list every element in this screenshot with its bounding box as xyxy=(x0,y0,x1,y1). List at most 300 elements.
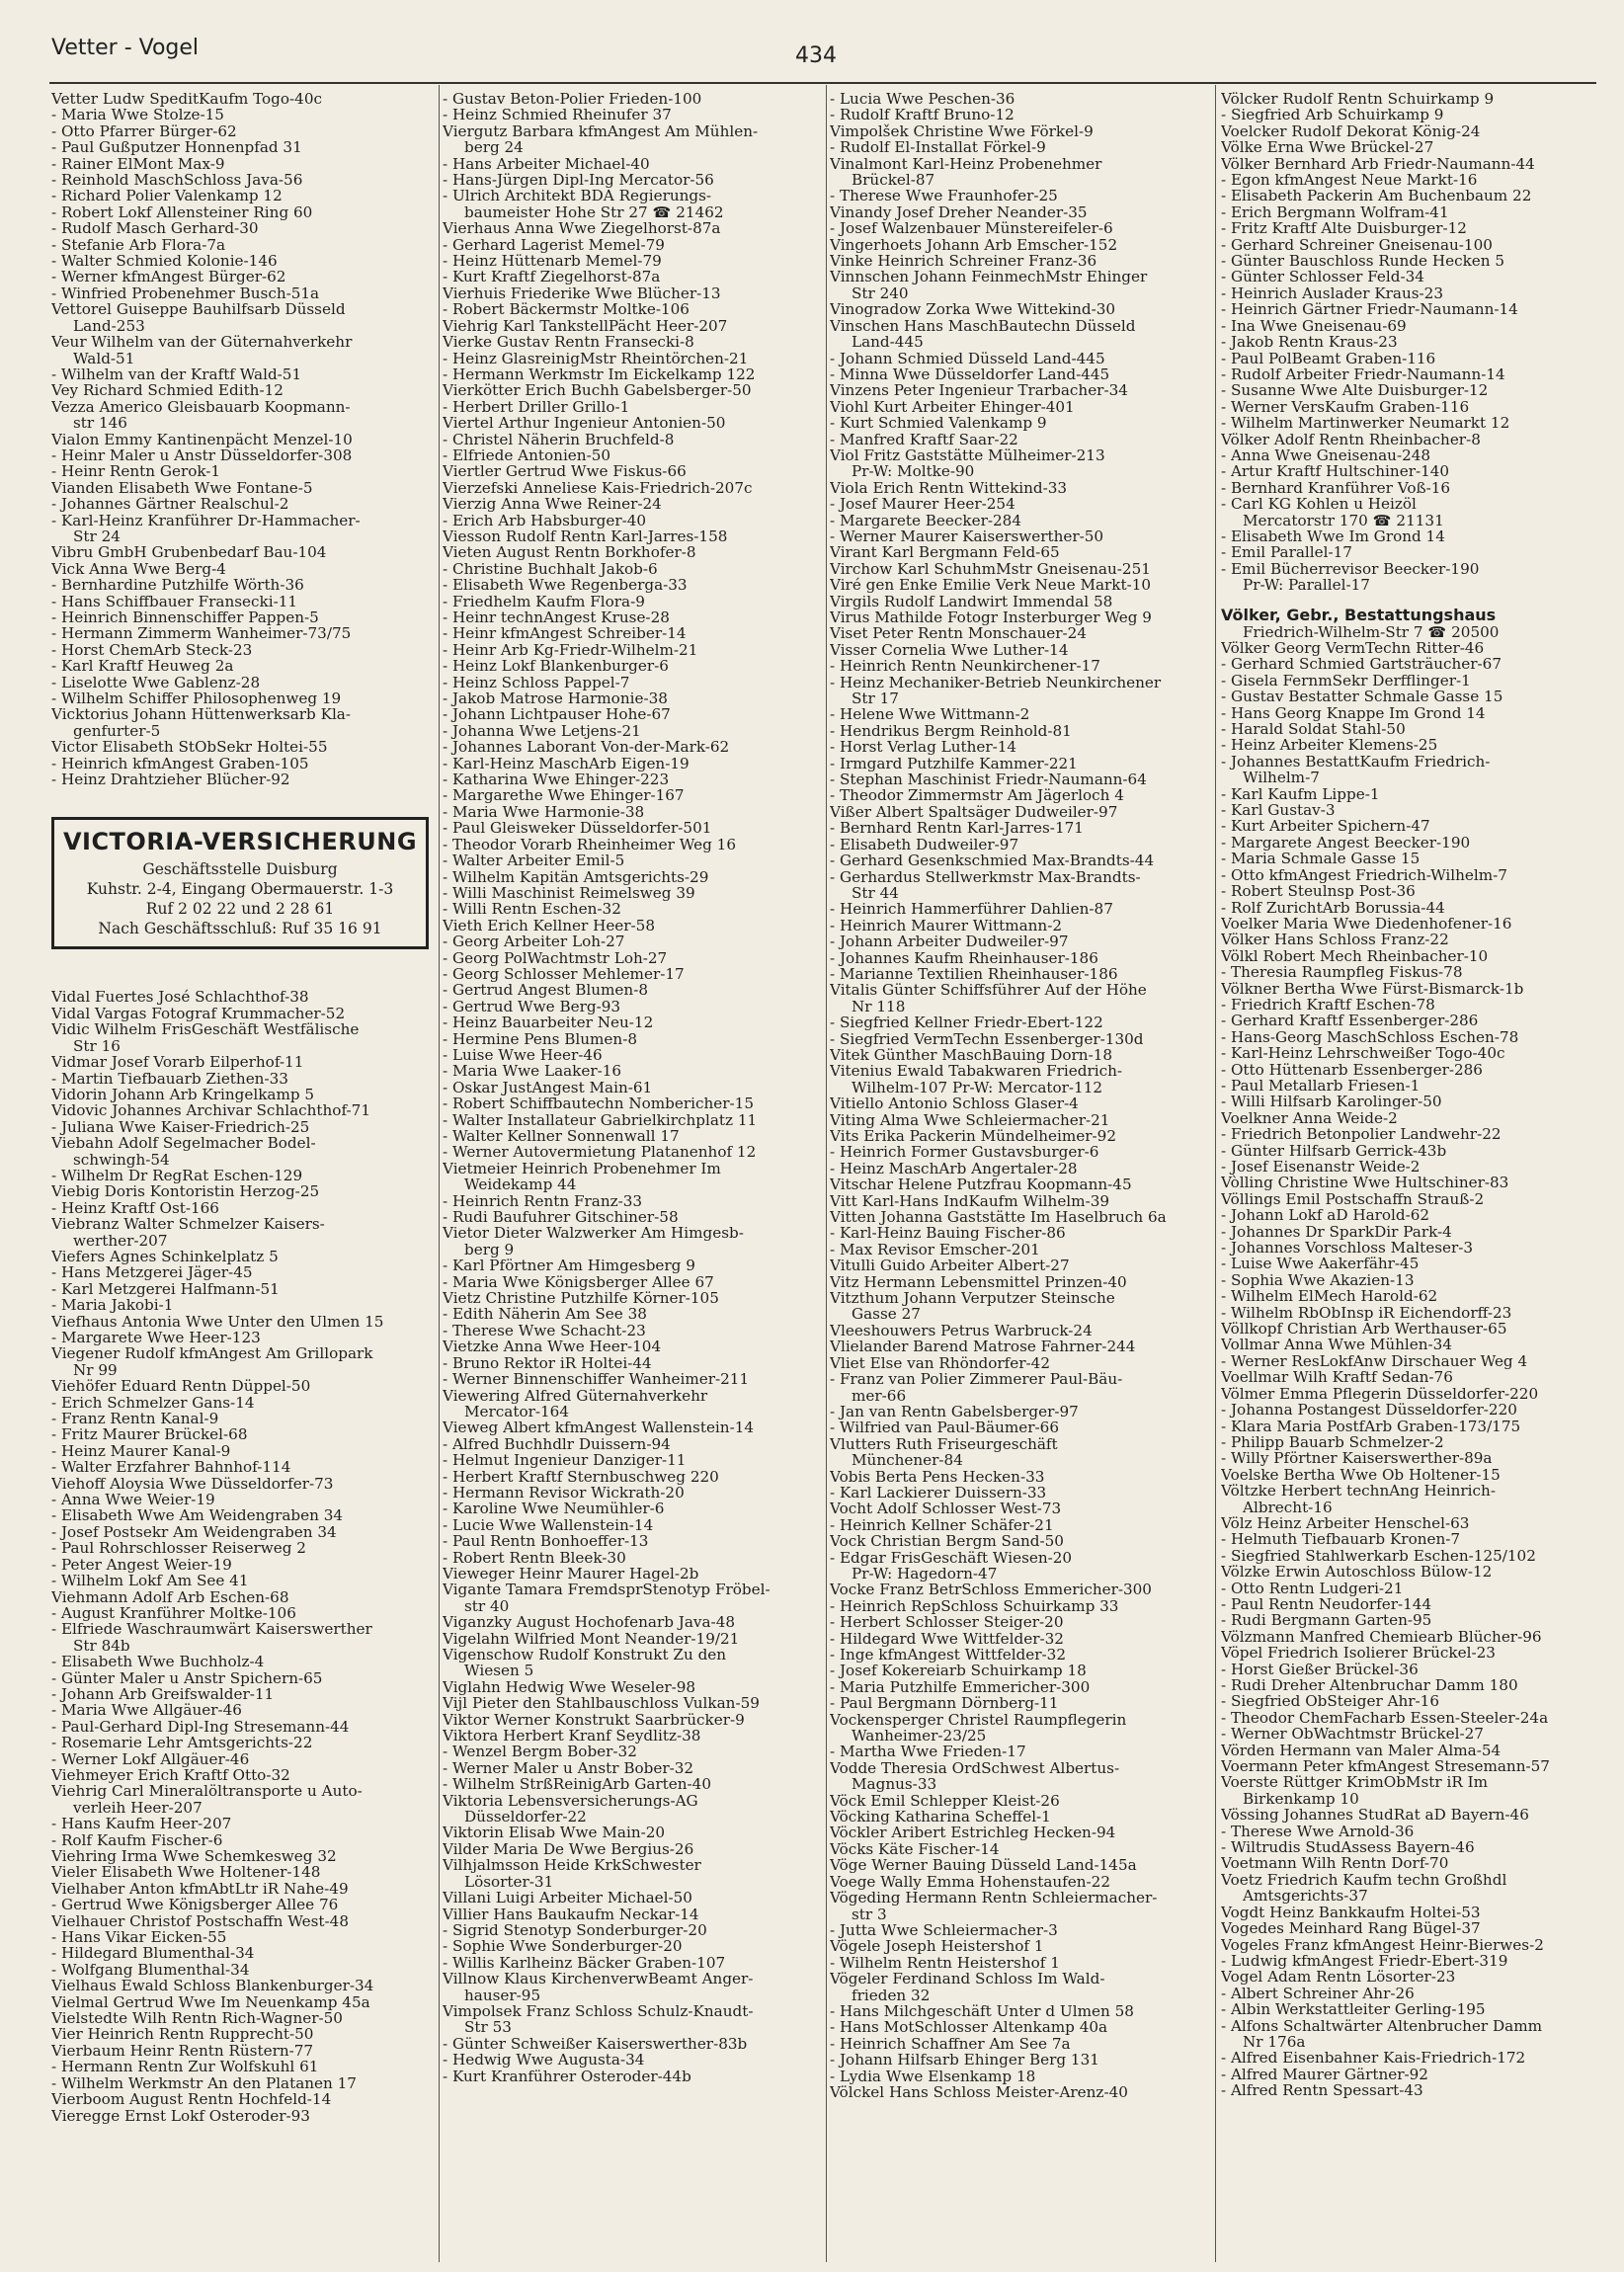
directory-entry: - Hans Georg Knappe Im Grond 14 xyxy=(1221,704,1486,722)
directory-entry: - Juliana Wwe Kaiser-Friedrich-25 xyxy=(51,1118,310,1136)
directory-entry: Vettorel Guiseppe Bauhilfsarb Düsseld xyxy=(51,301,346,318)
listing-continuation: Nr 99 xyxy=(73,1361,118,1379)
directory-entry: - Paul Gleisweker Düsseldorfer-501 xyxy=(443,820,712,837)
directory-entry: - Wilhelm Martinwerker Neumarkt 12 xyxy=(1221,415,1510,432)
directory-entry: - Heinrich Schaffner Am See 7a xyxy=(830,2035,1071,2053)
directory-entry: - Franz van Polier Zimmerer Paul-Bäu- xyxy=(830,1371,1123,1388)
directory-entry: Vock Christian Bergm Sand-50 xyxy=(830,1533,1064,1550)
listing-continuation: str 3 xyxy=(852,1906,887,1922)
directory-entry: Voelske Bertha Wwe Ob Holtener-15 xyxy=(1221,1466,1501,1484)
directory-entry: Viktorin Elisab Wwe Main-20 xyxy=(443,1825,666,1841)
directory-entry: Vielmal Gertrud Wwe Im Neuenkamp 45a xyxy=(51,1993,370,2011)
directory-entry: - Willi Hilfsarb Karolinger-50 xyxy=(1221,1094,1442,1110)
directory-entry: Vitulli Guido Arbeiter Albert-27 xyxy=(830,1258,1070,1274)
directory-entry: - Heinz Lokf Blankenburger-6 xyxy=(443,658,669,675)
directory-entry: - Heinrich Auslader Kraus-23 xyxy=(1221,284,1444,302)
directory-entry: - Rolf Kaufm Fischer-6 xyxy=(51,1831,223,1848)
directory-entry: - Hans Vikar Eicken-55 xyxy=(51,1929,227,1946)
directory-entry: - Walter Schmied Kolonie-146 xyxy=(51,253,278,270)
directory-entry: Vinandy Josef Dreher Neander-35 xyxy=(830,203,1088,221)
directory-entry: - Robert Schiffbautechn Nombericher-15 xyxy=(443,1095,754,1112)
directory-entry: - Heinrich Hammerführer Dahlien-87 xyxy=(830,901,1113,918)
directory-entry: - Lucie Wwe Wallenstein-14 xyxy=(443,1516,654,1534)
directory-entry: - Werner Lokf Allgäuer-46 xyxy=(51,1750,250,1767)
directory-entry: - Siegfried Kellner Friedr-Ebert-122 xyxy=(830,1014,1103,1031)
listing-continuation: baumeister Hohe Str 27 ☎ 21462 xyxy=(464,203,724,221)
listing-continuation: Land-253 xyxy=(73,317,145,335)
directory-entry: - Heinrich RepSchloss Schuirkamp 33 xyxy=(830,1597,1119,1615)
directory-entry: - Karoline Wwe Neumühler-6 xyxy=(443,1501,665,1517)
directory-entry: - Siegfried VermTechn Essenberger-130d xyxy=(830,1030,1144,1047)
directory-entry: Vöcking Katharina Scheffel-1 xyxy=(830,1809,1051,1826)
directory-entry: Vöcks Käte Fischer-14 xyxy=(830,1840,1000,1858)
directory-entry: Vitek Günther MaschBauing Dorn-18 xyxy=(830,1046,1113,1064)
directory-entry: - Karl-Heinz MaschArb Eigen-19 xyxy=(443,755,690,772)
directory-entry: - Hans Metzgerei Jäger-45 xyxy=(51,1264,253,1281)
directory-entry: Voerste Rüttger KrimObMstr iR Im xyxy=(1221,1774,1488,1791)
directory-entry: Vieth Erich Kellner Heer-58 xyxy=(443,917,656,934)
directory-entry: - Heinz Arbeiter Klemens-25 xyxy=(1221,737,1438,754)
directory-entry: - Robert Bäckermstr Moltke-106 xyxy=(443,301,690,318)
directory-entry: - Werner ResLokfAnw Dirschauer Weg 4 xyxy=(1221,1352,1528,1370)
directory-entry: - Elisabeth Wwe Regenberga-33 xyxy=(443,577,688,594)
directory-entry: - Erich Arb Habsburger-40 xyxy=(443,512,647,528)
victoria-advertisement xyxy=(51,817,429,949)
directory-entry: - Theodor Vorarb Rheinheimer Weg 16 xyxy=(443,836,736,853)
listing-continuation: Wiesen 5 xyxy=(464,1663,534,1679)
directory-entry: Vieten August Rentn Borkhofer-8 xyxy=(443,544,696,561)
directory-entry: Viting Alma Wwe Schleiermacher-21 xyxy=(830,1111,1110,1128)
directory-entry: - Elfriede Waschraumwärt Kaiserswerther xyxy=(51,1621,372,1638)
directory-entry: Vieweg Albert kfmAngest Wallenstein-14 xyxy=(443,1420,755,1436)
directory-entry: Vietz Christine Putzhilfe Körner-105 xyxy=(443,1290,719,1307)
directory-entry: - Heinr Maler u Anstr Düsseldorfer-308 xyxy=(51,446,353,464)
directory-entry: - Paul-Gerhard Dipl-Ing Stresemann-44 xyxy=(51,1718,350,1736)
directory-column-3 xyxy=(830,91,1211,2260)
directory-entry: - Willi Maschinist Reimelsweg 39 xyxy=(443,884,695,902)
directory-entry: - Robert Lokf Allensteiner Ring 60 xyxy=(51,203,313,221)
listing-continuation: Pr-W: Parallel-17 xyxy=(1243,577,1370,594)
directory-column-4 xyxy=(1221,91,1600,2260)
directory-entry: - Rudi Baufuhrer Gitschiner-58 xyxy=(443,1209,679,1226)
directory-entry: Voetmann Wilh Rentn Dorf-70 xyxy=(1221,1855,1449,1872)
directory-entry: - Maria Wwe Stolze-15 xyxy=(51,107,224,123)
directory-entry: - Luise Wwe Heer-46 xyxy=(443,1046,603,1064)
directory-entry: - Friedhelm Kaufm Flora-9 xyxy=(443,593,645,609)
running-head: Vetter - Vogel xyxy=(51,36,200,60)
directory-entry: - Otto Pfarrer Bürger-62 xyxy=(51,122,237,140)
directory-entry: - Elisabeth Wwe Buchholz-4 xyxy=(51,1654,265,1670)
listing-continuation: Magnus-33 xyxy=(852,1776,937,1793)
directory-entry: Vitz Hermann Lebensmittel Prinzen-40 xyxy=(830,1273,1127,1291)
column-divider xyxy=(439,85,440,2262)
directory-entry: Völker Georg VermTechn Ritter-46 xyxy=(1221,640,1485,657)
directory-entry: Vezza Americo Gleisbauarb Koopmann- xyxy=(51,398,351,416)
directory-entry: - Herbert Kraftf Sternbuschweg 220 xyxy=(443,1468,719,1485)
directory-entry: Viktora Herbert Kranf Seydlitz-38 xyxy=(443,1728,701,1745)
directory-entry: - Inge kfmAngest Wittfelder-32 xyxy=(830,1647,1066,1663)
directory-entry: - Paul Bergmann Dörnberg-11 xyxy=(830,1695,1059,1712)
directory-entry: - Albin Werkstattleiter Gerling-195 xyxy=(1221,2001,1486,2018)
directory-entry: - Willi Rentn Eschen-32 xyxy=(443,901,621,918)
directory-entry: - Johann Arb Greifswalder-11 xyxy=(51,1685,275,1703)
ad-line: Nach Geschäftsschluß: Ruf 35 16 91 xyxy=(98,920,382,938)
directory-entry: - Hans-Georg MaschSchloss Eschen-78 xyxy=(1221,1028,1519,1046)
directory-entry: - Wilhelm Dr RegRat Eschen-129 xyxy=(51,1167,303,1184)
directory-entry: - Maria Schmale Gasse 15 xyxy=(1221,851,1421,867)
directory-entry: - Heinz Hüttenarb Memel-79 xyxy=(443,253,662,270)
directory-entry: - Heinr Rentn Gerok-1 xyxy=(51,463,221,480)
directory-entry: - Sophia Wwe Akazien-13 xyxy=(1221,1271,1415,1289)
directory-entry: - Margarethe Wwe Ehinger-167 xyxy=(443,787,685,804)
directory-entry: - Minna Wwe Düsseldorfer Land-445 xyxy=(830,365,1110,383)
directory-entry: - Günter Maler u Anstr Spichern-65 xyxy=(51,1669,323,1686)
directory-entry: - Alfons Schaltwärter Altenbrucher Damm xyxy=(1221,2017,1543,2034)
directory-column-2 xyxy=(443,91,826,2260)
directory-entry: - Carl KG Kohlen u Heizöl xyxy=(1221,496,1417,513)
directory-entry: - Hermann Werkmstr Im Eickelkamp 122 xyxy=(443,365,756,383)
directory-entry: - Werner ObWachtmstr Brückel-27 xyxy=(1221,1726,1484,1743)
directory-entry: - Stephan Maschinist Friedr-Naumann-64 xyxy=(830,771,1147,788)
directory-entry: - Franz Rentn Kanal-9 xyxy=(51,1411,219,1427)
directory-entry: Vliet Else van Rhöndorfer-42 xyxy=(830,1354,1050,1372)
directory-entry: - Artur Kraftf Hultschiner-140 xyxy=(1221,463,1450,480)
directory-entry: - Wilhelm Kapitän Amtsgerichts-29 xyxy=(443,868,709,885)
directory-entry: Viebahn Adolf Segelmacher Bodel- xyxy=(51,1135,316,1152)
directory-entry: - Karl Lackierer Duissern-33 xyxy=(830,1484,1047,1501)
listing-continuation: frieden 32 xyxy=(852,1987,931,2003)
directory-entry: Vielhauer Christof Postschaffn West-48 xyxy=(51,1912,349,1930)
listing-continuation: Str 24 xyxy=(73,527,121,545)
directory-entry: - Peter Angest Weier-19 xyxy=(51,1556,232,1574)
directory-entry: Viganzky August Hochofenarb Java-48 xyxy=(443,1614,736,1631)
directory-entry: - Luise Wwe Aakerfähr-45 xyxy=(1221,1256,1420,1272)
directory-entry: Viesson Rudolf Rentn Karl-Jarres-158 xyxy=(443,527,728,545)
directory-entry: Viré gen Enke Emilie Verk Neue Markt-10 xyxy=(830,577,1152,594)
directory-entry: - Johann Lichtpauser Hohe-67 xyxy=(443,706,671,723)
directory-entry: Vlielander Barend Matrose Fahrner-244 xyxy=(830,1339,1136,1355)
header-rule xyxy=(49,82,1596,84)
listing-continuation: Land-445 xyxy=(852,334,924,351)
directory-entry: - Sigrid Stenotyp Sonderburger-20 xyxy=(443,1921,707,1939)
directory-entry: - Alfred Eisenbahner Kais-Friedrich-172 xyxy=(1221,2050,1526,2067)
listing-continuation: Münchener-84 xyxy=(852,1452,963,1469)
directory-entry: Vögeler Ferdinand Schloss Im Wald- xyxy=(830,1971,1105,1988)
directory-entry: Vier Heinrich Rentn Rupprecht-50 xyxy=(51,2026,314,2043)
directory-entry: - Herbert Schlosser Steiger-20 xyxy=(830,1614,1064,1631)
directory-entry: Vidic Wilhelm FrisGeschäft Westfälische xyxy=(51,1021,360,1038)
directory-entry: Völzke Erwin Autoschloss Bülow-12 xyxy=(1221,1564,1493,1581)
directory-entry: - Gustav Bestatter Schmale Gasse 15 xyxy=(1221,689,1503,705)
directory-entry: - Werner VersKaufm Graben-116 xyxy=(1221,398,1470,416)
directory-entry: - Otto Rentn Ludgeri-21 xyxy=(1221,1580,1404,1596)
directory-entry: - Margarete Beecker-284 xyxy=(830,512,1021,528)
directory-entry: Viergutz Barbara kfmAngest Am Mühlen- xyxy=(443,122,759,140)
directory-entry: Vinschen Hans MaschBautechn Düsseld xyxy=(830,317,1136,335)
directory-entry: Vietmeier Heinrich Probenehmer Im xyxy=(443,1160,721,1177)
directory-entry: Vocht Adolf Schlosser West-73 xyxy=(830,1501,1062,1517)
directory-entry: - Rudolf Arbeiter Friedr-Naumann-14 xyxy=(1221,365,1505,383)
directory-entry: - Günter Bauschloss Runde Hecken 5 xyxy=(1221,253,1505,270)
directory-entry: Vibru GmbH Grubenbedarf Bau-104 xyxy=(51,544,327,561)
directory-entry: Vigenschow Rudolf Konstrukt Zu den xyxy=(443,1647,727,1663)
directory-entry: - Walter Installateur Gabrielkirchplatz 11 xyxy=(443,1111,758,1128)
directory-entry: - Lydia Wwe Elsenkamp 18 xyxy=(830,2068,1036,2084)
directory-entry: - Wilhelm Werkmstr An den Platanen 17 xyxy=(51,2074,357,2092)
directory-entry: - Fritz Kraftf Alte Duisburger-12 xyxy=(1221,220,1467,237)
directory-entry: - Hermann Revisor Wickrath-20 xyxy=(443,1484,685,1501)
directory-entry: Viehring Irma Wwe Schemkesweg 32 xyxy=(51,1848,337,1865)
directory-entry: Virchow Karl SchuhmMstr Gneisenau-251 xyxy=(830,560,1151,578)
directory-entry: Vilder Maria De Wwe Bergius-26 xyxy=(443,1840,694,1858)
directory-entry: - Heinrich Former Gustavsburger-6 xyxy=(830,1144,1099,1161)
directory-entry: Völz Heinz Arbeiter Henschel-63 xyxy=(1221,1514,1470,1532)
directory-entry: - Werner Binnenschiffer Wanheimer-211 xyxy=(443,1371,750,1388)
listing-continuation: verleih Heer-207 xyxy=(73,1799,203,1817)
directory-entry: Virgils Rudolf Landwirt Immendal 58 xyxy=(830,593,1113,609)
listing-continuation: Weidekamp 44 xyxy=(464,1177,577,1193)
directory-entry: - Josef Kokereiarb Schuirkamp 18 xyxy=(830,1663,1087,1679)
directory-entry: - Josef Walzenbauer Münstereifeler-6 xyxy=(830,220,1113,237)
directory-entry: - Werner Maurer Kaiserswerther-50 xyxy=(830,527,1104,545)
directory-entry: Vidal Fuertes José Schlachthof-38 xyxy=(51,989,309,1006)
directory-entry: Vinke Heinrich Schreiner Franz-36 xyxy=(830,253,1097,270)
directory-entry: - Emil Bücherrevisor Beecker-190 xyxy=(1221,560,1480,578)
directory-entry: - Theodor ChemFacharb Essen-Steeler-24a xyxy=(1221,1709,1549,1727)
directory-entry: Viegener Rudolf kfmAngest Am Grillopark xyxy=(51,1345,373,1362)
directory-entry: - Heinrich Rentn Neunkirchener-17 xyxy=(830,658,1100,675)
listing-continuation: Nr 118 xyxy=(852,998,906,1015)
directory-entry: - Heinr kfmAngest Schreiber-14 xyxy=(443,625,687,642)
directory-entry: Voetz Friedrich Kaufm techn Großhdl xyxy=(1221,1871,1507,1889)
directory-entry: Völmer Emma Pflegerin Düsseldorfer-220 xyxy=(1221,1385,1539,1403)
listing-continuation: Str 240 xyxy=(852,284,909,302)
directory-entry: - Theresia Raumpfleg Fiskus-78 xyxy=(1221,964,1463,981)
directory-entry: - Max Revisor Emscher-201 xyxy=(830,1241,1040,1258)
listing-continuation: Str 53 xyxy=(464,2019,512,2036)
directory-entry: - Karl Pförtner Am Himgesberg 9 xyxy=(443,1258,695,1274)
directory-entry: Vidovic Johannes Archivar Schlachthof-71 xyxy=(51,1102,370,1119)
directory-entry: Vinogradow Zorka Wwe Wittekind-30 xyxy=(830,301,1116,318)
directory-entry: - Jakob Matrose Harmonie-38 xyxy=(443,690,668,707)
directory-entry: - Rolf ZurichtArb Borussia-44 xyxy=(1221,899,1445,916)
directory-entry: - Irmgard Putzhilfe Kammer-221 xyxy=(830,755,1078,772)
directory-entry: - Paul Metallarb Friesen-1 xyxy=(1221,1077,1421,1095)
column-divider xyxy=(826,85,827,2262)
listing-continuation: Wilhelm-107 Pr-W: Mercator-112 xyxy=(852,1079,1103,1096)
directory-entry: - Heinz Mechaniker-Betrieb Neunkirchener xyxy=(830,674,1162,691)
directory-entry: - Johannes Vorschloss Malteser-3 xyxy=(1221,1240,1474,1257)
directory-entry: - Heinz Schloss Pappel-7 xyxy=(443,674,630,691)
directory-entry: - Manfred Kraftf Saar-22 xyxy=(830,431,1018,447)
listing-continuation: Pr-W: Hagedorn-47 xyxy=(852,1565,998,1582)
directory-entry: Völckel Hans Schloss Meister-Arenz-40 xyxy=(830,2083,1128,2101)
directory-entry: - Elisabeth Dudweiler-97 xyxy=(830,836,1019,853)
directory-entry: - Wilhelm StrßReinigArb Garten-40 xyxy=(443,1776,711,1793)
directory-entry: - Karl-Heinz Lehrschweißer Togo-40c xyxy=(1221,1045,1505,1062)
directory-entry: Veur Wilhelm van der Güternahverkehr xyxy=(51,334,353,351)
directory-entry: Vössing Johannes StudRat aD Bayern-46 xyxy=(1221,1807,1529,1824)
directory-entry: Vimpolšek Christine Wwe Förkel-9 xyxy=(830,122,1094,140)
directory-entry: Vijl Pieter den Stahlbauschloss Vulkan-59 xyxy=(443,1695,760,1712)
directory-entry: - Reinhold MaschSchloss Java-56 xyxy=(51,172,303,189)
directory-entry: - Karl-Heinz Bauing Fischer-86 xyxy=(830,1225,1066,1242)
directory-entry: - Elisabeth Wwe Am Weidengraben 34 xyxy=(51,1507,344,1524)
directory-entry: - Hildegard Blumenthal-34 xyxy=(51,1945,255,1962)
listing-continuation: Amtsgerichts-37 xyxy=(1243,1888,1368,1905)
directory-entry: Vogedes Meinhard Rang Bügel-37 xyxy=(1221,1920,1481,1937)
listing-continuation: Mercator-164 xyxy=(464,1403,569,1420)
listing-continuation: Wanheimer-23/25 xyxy=(852,1728,987,1745)
directory-entry: - Marianne Textilien Rheinhauser-186 xyxy=(830,965,1118,983)
directory-entry: - Hans-Jürgen Dipl-Ing Mercator-56 xyxy=(443,172,714,189)
directory-entry: Viktoria Lebensversicherungs-AG xyxy=(443,1792,698,1810)
directory-entry: - Willis Karlheinz Bäcker Graben-107 xyxy=(443,1954,726,1972)
directory-entry: - Herbert Driller Grillo-1 xyxy=(443,398,630,416)
directory-entry: Vinzens Peter Ingenieur Trarbacher-34 xyxy=(830,382,1128,399)
directory-entry: Voelker Maria Wwe Diedenhofener-16 xyxy=(1221,915,1512,933)
directory-entry: Viehmeyer Erich Kraftf Otto-32 xyxy=(51,1766,290,1784)
directory-entry: Visser Cornelia Wwe Luther-14 xyxy=(830,641,1069,659)
directory-entry: - Rainer ElMont Max-9 xyxy=(51,155,225,173)
directory-entry: Völzmann Manfred Chemiearb Blücher-96 xyxy=(1221,1628,1542,1646)
directory-entry: Vollmar Anna Wwe Mühlen-34 xyxy=(1221,1337,1453,1353)
listing-continuation: Mercatorstr 170 ☎ 21131 xyxy=(1243,512,1444,528)
directory-entry: - Heinrich Rentn Franz-33 xyxy=(443,1192,643,1210)
directory-entry: - Klara Maria PostfArb Graben-173/175 xyxy=(1221,1418,1521,1434)
directory-entry: - Horst Verlag Luther-14 xyxy=(830,739,1017,756)
directory-entry: - Wolfgang Blumenthal-34 xyxy=(51,1961,250,1979)
directory-entry: - Heinrich Kellner Schäfer-21 xyxy=(830,1516,1054,1534)
directory-entry: - Gertrud Wwe Königsberger Allee 76 xyxy=(51,1897,339,1913)
directory-entry: - Josef Postsekr Am Weidengraben 34 xyxy=(51,1523,337,1541)
directory-entry: - August Kranführer Moltke-106 xyxy=(51,1604,296,1622)
directory-entry: Vinnschen Johann FeinmechMstr Ehinger xyxy=(830,269,1148,285)
listing-continuation: schwingh-54 xyxy=(73,1151,170,1168)
directory-entry: Vitt Karl-Hans IndKaufm Wilhelm-39 xyxy=(830,1192,1110,1210)
directory-entry: Vigelahn Wilfried Mont Neander-19/21 xyxy=(443,1630,740,1647)
directory-entry: - Georg PolWachtmstr Loh-27 xyxy=(443,949,668,966)
page-header xyxy=(0,0,1624,83)
directory-entry: - Alfred Rentn Spessart-43 xyxy=(1221,2082,1423,2099)
directory-entry: - Hedwig Wwe Augusta-34 xyxy=(443,2052,645,2069)
directory-entry: - Maria Wwe Harmonie-38 xyxy=(443,803,645,821)
directory-entry: - Edgar FrisGeschäft Wiesen-20 xyxy=(830,1549,1073,1566)
directory-entry: - Kurt Arbeiter Spichern-47 xyxy=(1221,818,1430,835)
directory-entry: - Heinz Kraftf Ost-166 xyxy=(51,1199,219,1217)
directory-entry: - Martha Wwe Frieden-17 xyxy=(830,1744,1026,1760)
directory-entry: - Horst ChemArb Steck-23 xyxy=(51,641,253,659)
directory-entry: Vidmar Josef Vorarb Eilperhof-11 xyxy=(51,1054,304,1071)
directory-entry: Viertler Gertrud Wwe Fiskus-66 xyxy=(443,463,687,480)
directory-entry: Vögele Joseph Heistershof 1 xyxy=(830,1938,1044,1955)
directory-entry: Vitten Johanna Gaststätte Im Haselbruch 6a xyxy=(830,1209,1167,1226)
directory-entry: - Ulrich Architekt BDA Regierungs- xyxy=(443,188,712,204)
directory-entry: - Wilhelm van der Kraftf Wald-51 xyxy=(51,365,302,383)
directory-entry: - Hans Schiffbauer Fransecki-11 xyxy=(51,593,298,609)
directory-entry: - Johannes Gärtner Realschul-2 xyxy=(51,496,289,513)
directory-entry: Vierzig Anna Wwe Reiner-24 xyxy=(443,496,662,513)
directory-entry: - Wilhelm ElMech Harold-62 xyxy=(1221,1288,1438,1305)
directory-entry: - Günter Hilfsarb Gerrick-43b xyxy=(1221,1142,1447,1159)
directory-entry: - Horst Gießer Brückel-36 xyxy=(1221,1661,1419,1677)
directory-entry: - Walter Kellner Sonnenwall 17 xyxy=(443,1128,680,1145)
ad-line: Kuhstr. 2-4, Eingang Obermauerstr. 1-3 xyxy=(86,880,394,899)
directory-entry: - Georg Arbeiter Loh-27 xyxy=(443,933,625,950)
directory-entry: Vierhuis Friederike Wwe Blücher-13 xyxy=(443,284,721,302)
directory-entry: - Hildegard Wwe Wittfelder-32 xyxy=(830,1630,1064,1647)
directory-entry: Villier Hans Baukaufm Neckar-14 xyxy=(443,1906,699,1922)
directory-entry: Vietor Dieter Walzwerker Am Himgesb- xyxy=(443,1225,744,1242)
directory-entry: - Maria Wwe Laaker-16 xyxy=(443,1063,622,1080)
directory-entry: Vietzke Anna Wwe Heer-104 xyxy=(443,1339,662,1355)
directory-entry: Vißer Albert Spaltsäger Dudweiler-97 xyxy=(830,803,1118,821)
directory-entry: - Rudi Bergmann Garten-95 xyxy=(1221,1612,1432,1629)
listing-continuation: Pr-W: Moltke-90 xyxy=(852,463,975,480)
directory-entry: - Kurt Schmied Valenkamp 9 xyxy=(830,415,1047,432)
directory-entry: Viehrig Carl Mineralöltransporte u Auto- xyxy=(51,1783,363,1800)
directory-entry: - Johannes Kaufm Rheinhauser-186 xyxy=(830,949,1098,966)
directory-entry: Viefhaus Antonia Wwe Unter den Ulmen 15 xyxy=(51,1313,384,1330)
directory-entry: - Erich Schmelzer Gans-14 xyxy=(51,1394,255,1412)
directory-entry: - Jan van Rentn Gabelsberger-97 xyxy=(830,1403,1079,1420)
directory-entry: Vielhaus Ewald Schloss Blankenburger-34 xyxy=(51,1978,374,1994)
directory-entry: Vòlling Christine Wwe Hultschiner-83 xyxy=(1221,1175,1509,1191)
directory-entry: - Karl Kaufm Lippe-1 xyxy=(1221,785,1380,803)
directory-entry: Viebranz Walter Schmelzer Kaisers- xyxy=(51,1216,325,1233)
directory-entry: Vey Richard Schmied Edith-12 xyxy=(51,382,284,399)
directory-entry: Vierhaus Anna Wwe Ziegelhorst-87a xyxy=(443,220,721,237)
directory-entry: - Gerhard Schreiner Gneisenau-100 xyxy=(1221,236,1493,254)
directory-entry: - Johannes Laborant Von-der-Mark-62 xyxy=(443,739,730,756)
directory-entry: Vieregge Ernst Lokf Osteroder-93 xyxy=(51,2107,310,2124)
directory-entry: - Rosemarie Lehr Amtsgerichts-22 xyxy=(51,1735,313,1751)
directory-entry: - Hans MotSchlosser Altenkamp 40a xyxy=(830,2019,1108,2036)
listing-continuation: Str 16 xyxy=(73,1037,121,1055)
directory-entry: Vogeles Franz kfmAngest Heinr-Bierwes-2 xyxy=(1221,1936,1544,1953)
directory-entry: Völkl Robert Mech Rheinbacher-10 xyxy=(1221,947,1489,965)
directory-entry: - Heinrich Binnenschiffer Pappen-5 xyxy=(51,609,319,626)
directory-entry: - Rudolf Masch Gerhard-30 xyxy=(51,220,259,237)
directory-entry: - Paul PolBeamt Graben-116 xyxy=(1221,350,1436,366)
directory-entry: - Johanna Postangest Düsseldorfer-220 xyxy=(1221,1402,1517,1419)
listing-continuation: Str 44 xyxy=(852,884,899,902)
directory-entry: Vigante Tamara FremdsprStenotyp Fröbel- xyxy=(443,1582,771,1598)
directory-entry: - Heinz Drahtzieher Blücher-92 xyxy=(51,771,290,788)
directory-entry: - Lucia Wwe Peschen-36 xyxy=(830,91,1015,108)
directory-entry: - Johannes BestattKaufm Friedrich- xyxy=(1221,753,1491,771)
directory-entry: - Heinz GlasreinigMstr Rheintörchen-21 xyxy=(443,350,749,366)
directory-entry: Vogel Adam Rentn Lösorter-23 xyxy=(1221,1969,1456,1986)
directory-entry: - Johann Hilfsarb Ehinger Berg 131 xyxy=(830,2052,1099,2069)
directory-entry: Vierboom August Rentn Hochfeld-14 xyxy=(51,2091,332,2108)
directory-entry: Vörden Hermann van Maler Alma-54 xyxy=(1221,1742,1502,1759)
business-listing-heading: Völker, Gebr., Bestattungshaus xyxy=(1221,605,1497,624)
directory-entry: - Paul Rohrschlosser Reiserweg 2 xyxy=(51,1540,306,1557)
directory-entry: - Gerhard Gesenkschmied Max-Brandts-44 xyxy=(830,852,1155,869)
directory-entry: - Werner Autovermietung Platanenhof 12 xyxy=(443,1144,757,1161)
directory-entry: - Wilhelm RbObInsp iR Eichendorff-23 xyxy=(1221,1304,1512,1322)
listing-continuation: Brückel-87 xyxy=(852,172,935,189)
listing-continuation: berg 24 xyxy=(464,139,524,156)
directory-entry: - Hermine Pens Blumen-8 xyxy=(443,1030,637,1047)
directory-entry: Virus Mathilde Fotogr Insterburger Weg 9 xyxy=(830,609,1152,626)
directory-entry: - Gerhard Lagerist Memel-79 xyxy=(443,236,665,254)
directory-entry: Viol Fritz Gaststätte Mülheimer-213 xyxy=(830,446,1105,464)
directory-entry: Vitalis Günter Schiffsführer Auf der Höhe xyxy=(830,982,1147,999)
listing-continuation: Lösorter-31 xyxy=(464,1873,554,1891)
directory-entry: - Siegfried Arb Schuirkamp 9 xyxy=(1221,107,1444,123)
